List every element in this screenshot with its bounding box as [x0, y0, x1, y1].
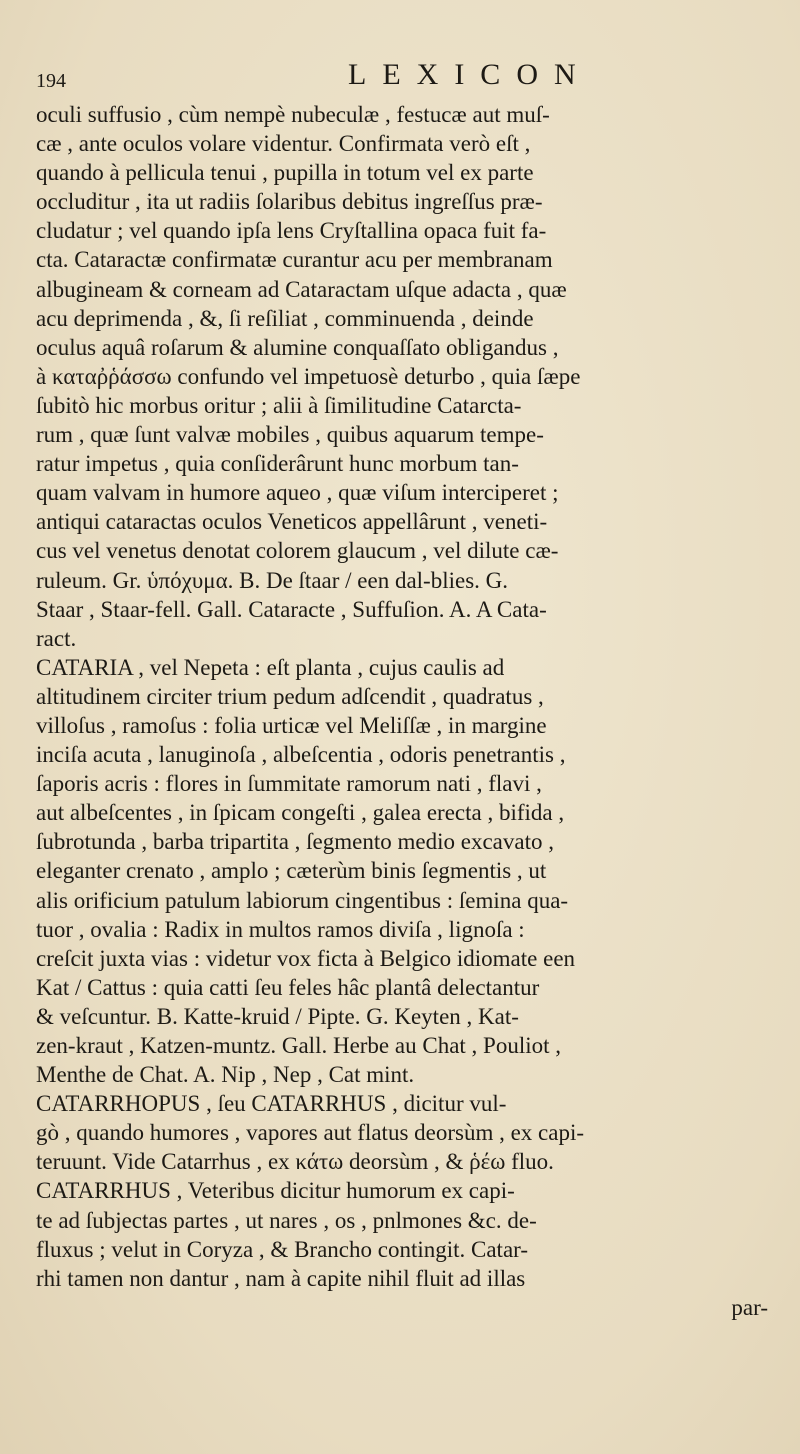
text-line: ratur impetus , quia conſiderârunt hunc morbum tan-: [36, 451, 519, 477]
text-line: albugineam & corneam ad Cataractam uſque adacta , quæ: [36, 276, 567, 302]
text-line: villoſus , ramoſus : folia urticæ vel Meliſſæ , in margine: [36, 712, 547, 738]
text-line: cludatur ; vel quando ipſa lens Cryſtallina opaca fuit fa-: [36, 218, 547, 244]
text-line: te ad ſubjectas partes , ut nares , os , pnlmones &c. de-: [36, 1207, 537, 1233]
text-line: ruleum. Gr. ὑπόχυμα. B. De ſtaar / een dal-blies. G.: [36, 567, 509, 593]
text-line: oculi suffusio , cùm nempè nubeculæ , festucæ aut muſ-: [36, 102, 550, 127]
text-line: CATARRHUS , Veteribus dicitur humorum ex capi-: [36, 1178, 515, 1204]
text-line: gò , quando humores , vapores aut flatus deorsùm , ex capi-: [36, 1120, 585, 1146]
text-line: à καταῤῥάσσω confundo vel impetuosè deturbo , quia ſæpe: [36, 363, 581, 389]
text-line: ſubrotunda , barba tripartita , ſegmento medio excavato ,: [36, 829, 554, 855]
text-line: cta. Cataractæ confirmatæ curantur acu per membranam: [36, 247, 553, 273]
text-line: quam valvam in humore aqueo , quæ viſum interciperet ;: [36, 480, 559, 506]
text-line: creſcit juxta vias : videtur vox ficta à Belgico idiomate een: [36, 945, 576, 971]
text-line: ſubitò hic morbus oritur ; alii à ſimilitudine Catarcta-: [36, 392, 522, 418]
page-header: [36, 58, 756, 98]
text-line: cus vel venetus denotat colorem glaucum , vel dilute cæ-: [36, 538, 559, 564]
text-line: altitudinem circiter trium pedum adſcendit , quadratus ,: [36, 683, 544, 709]
running-head: LEXICON: [348, 58, 592, 91]
text-line: inciſa acuta , lanuginoſa , albeſcentia , odoris penetrantis ,: [36, 742, 566, 768]
text-line: Menthe de Chat. A. Nip , Nep , Cat mint.: [36, 1062, 415, 1088]
text-line: CATARIA , vel Nepeta : eſt planta , cujus caulis ad: [36, 654, 505, 680]
text-line: cæ , ante oculos volare videntur. Confirmata verò eſt ,: [36, 131, 531, 157]
body-text: [36, 100, 800, 1322]
text-line: CATARRHOPUS , ſeu CATARRHUS , dicitur vul-: [36, 1091, 507, 1117]
catchword: par-: [731, 1294, 768, 1320]
text-line: Kat / Cattus : quia catti ſeu feles hâc plantâ delectantur: [36, 974, 540, 1000]
text-line: alis orificium patulum labiorum cingentibus : ſemina qua-: [36, 887, 569, 913]
text-line: acu deprimenda , &, ſi reſiliat , comminuenda , deinde: [36, 305, 534, 331]
text-line: rhi tamen non dantur , nam à capite nihil fluit ad illas: [36, 1265, 526, 1291]
text-line: ract.: [36, 625, 77, 651]
text-line: oculus aquâ roſarum & alumine conquaſſato obligandus ,: [36, 334, 559, 360]
text-line: tuor , ovalia : Radix in multos ramos diviſa , lignoſa :: [36, 916, 525, 942]
text-line: eleganter crenato , amplo ; cæterùm binis ſegmentis , ut: [36, 858, 547, 884]
page-number: 194: [36, 70, 66, 92]
text-line: occluditur , ita ut radiis ſolaribus debitus ingreſſus præ-: [36, 189, 543, 215]
text-line: rum , quæ ſunt valvæ mobiles , quibus aquarum tempe-: [36, 422, 544, 448]
text-line: aut albeſcentes , in ſpicam congeſti , galea erecta , bifida ,: [36, 800, 565, 826]
text-line: fluxus ; velut in Coryza , & Brancho contingit. Catar-: [36, 1236, 529, 1262]
text-line: antiqui cataractas oculos Veneticos appellârunt , veneti-: [36, 509, 548, 535]
text-line: teruunt. Vide Catarrhus , ex κάτω deorsùm , & ῥέω fluo.: [36, 1149, 554, 1175]
text-line: quando à pellicula tenui , pupilla in totum vel ex parte: [36, 160, 534, 186]
text-line: & veſcuntur. B. Katte-kruid / Pipte. G. Keyten , Kat-: [36, 1003, 519, 1029]
text-line: Staar , Staar-fell. Gall. Cataracte , Suffuſion. A. A Cata-: [36, 596, 547, 622]
text-line: zen-kraut , Katzen-muntz. Gall. Herbe au Chat , Pouliot ,: [36, 1033, 562, 1058]
text-line: ſaporis acris : flores in ſummitate ramorum nati , flavi ,: [36, 771, 542, 797]
